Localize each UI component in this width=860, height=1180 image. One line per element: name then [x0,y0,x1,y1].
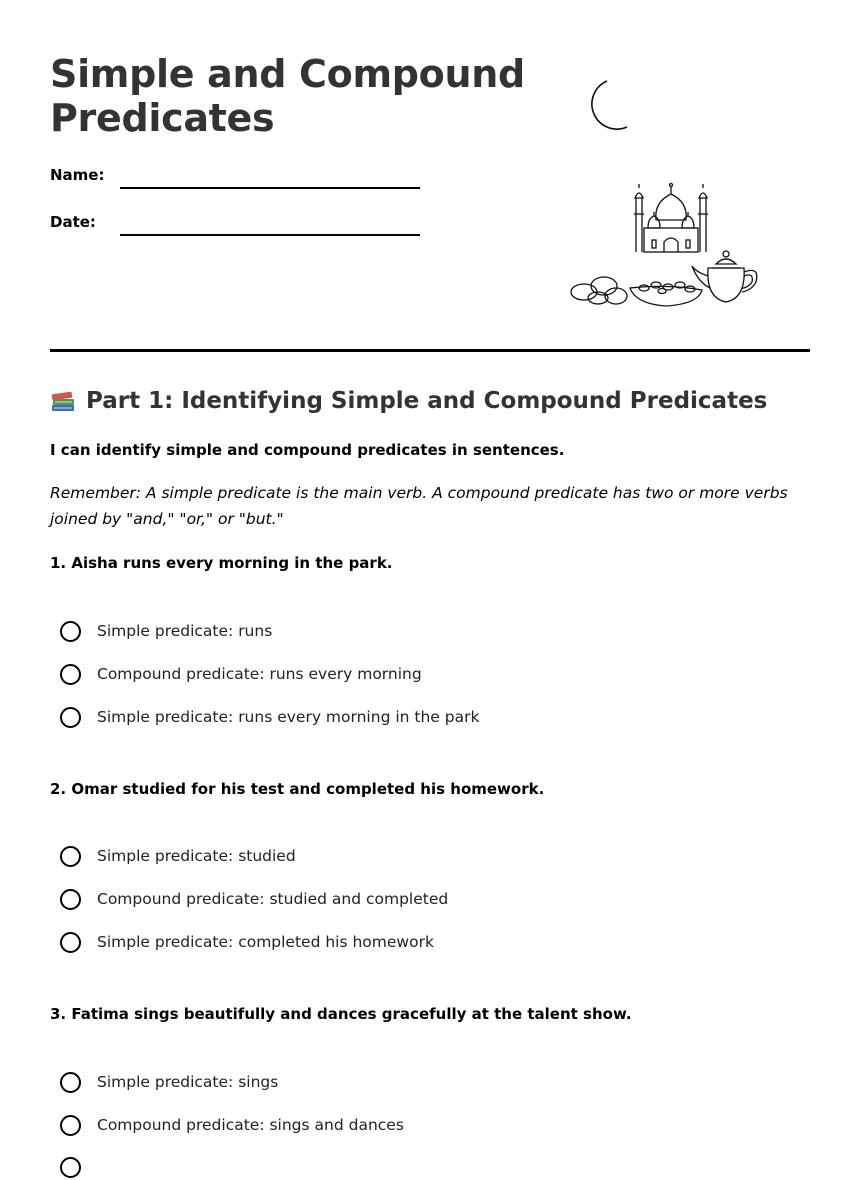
radio-circle-icon[interactable] [60,932,81,953]
date-field[interactable] [120,234,420,236]
date-label: Date: [50,213,96,231]
part1-heading-text: Part 1: Identifying Simple and Compound Predicates [86,388,768,414]
radio-circle-icon[interactable] [60,846,81,867]
question-3: 3. Fatima sings beautifully and dances gracefully at the talent show. [50,1005,632,1023]
radio-circle-icon[interactable] [60,1072,81,1093]
option-1b[interactable] [60,661,422,687]
name-field[interactable] [120,187,420,189]
option-label: Simple predicate: studied [97,847,296,865]
option-label: Compound predicate: runs every morning [97,665,422,683]
option-label: Simple predicate: runs [97,622,273,640]
radio-circle-icon[interactable] [60,707,81,728]
option-3c-partial[interactable] [60,1154,97,1180]
radio-circle-icon[interactable] [60,621,81,642]
part1-heading [50,388,767,414]
option-2b[interactable] [60,886,448,912]
books-icon [50,388,76,414]
option-1c[interactable] [60,704,479,730]
option-label: Compound predicate: sings and dances [97,1116,404,1134]
teapot-icon [688,248,760,306]
reminder-note: Remember: A simple predicate is the main verb. A compound predicate has two or more verbs joined by "and," "or," or "but." [50,484,788,528]
option-1a[interactable] [60,618,272,644]
radio-circle-icon[interactable] [60,889,81,910]
crescent-moon-icon [575,75,635,135]
section-divider [50,349,810,352]
mosque-icon [626,180,716,255]
option-2c[interactable] [60,929,434,955]
question-1: 1. Aisha runs every morning in the park. [50,554,393,572]
option-label: Simple predicate: sings [97,1073,279,1091]
question-2: 2. Omar studied for his test and completed his homework. [50,780,545,798]
radio-circle-icon[interactable] [60,1157,81,1178]
option-label: Simple predicate: runs every morning in the park [97,708,480,726]
option-3a[interactable] [60,1069,278,1095]
worksheet-title: Simple and Compound Predicates [50,52,525,140]
option-label: Simple predicate: completed his homework [97,933,434,951]
radio-circle-icon[interactable] [60,1115,81,1136]
dates-bowl-icon [568,270,708,312]
option-label: Compound predicate: studied and completed [97,890,449,908]
learning-objective: I can identify simple and compound predicates in sentences. [50,441,565,459]
radio-circle-icon[interactable] [60,664,81,685]
name-label: Name: [50,166,105,184]
option-2a[interactable] [60,843,296,869]
option-3b[interactable] [60,1112,404,1138]
